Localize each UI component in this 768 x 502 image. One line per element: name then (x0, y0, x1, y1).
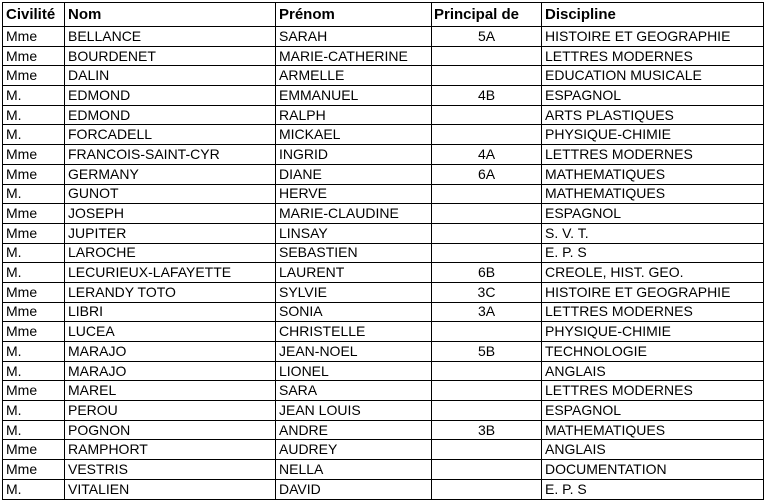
cell-nom: LUCEA (65, 322, 276, 342)
cell-prenom: SARAH (276, 27, 432, 47)
cell-principal-de (432, 223, 542, 243)
cell-principal-de (432, 105, 542, 125)
table-row (3, 361, 764, 381)
cell-civilite: M. (3, 184, 65, 204)
staff-table-container (2, 2, 764, 500)
cell-prenom: ANDRE (276, 420, 432, 440)
cell-civilite: Mme (3, 440, 65, 460)
cell-prenom: LIONEL (276, 361, 432, 381)
cell-nom: BELLANCE (65, 27, 276, 47)
cell-discipline: ESPAGNOL (542, 86, 764, 106)
cell-discipline: DOCUMENTATION (542, 460, 764, 480)
cell-principal-de (432, 46, 542, 66)
cell-discipline: ARTS PLASTIQUES (542, 105, 764, 125)
cell-civilite: M. (3, 243, 65, 263)
cell-discipline: HISTOIRE ET GEOGRAPHIE (542, 282, 764, 302)
cell-civilite: Mme (3, 145, 65, 165)
table-row (3, 243, 764, 263)
cell-nom: LIBRI (65, 302, 276, 322)
cell-nom: LAROCHE (65, 243, 276, 263)
cell-principal-de (432, 440, 542, 460)
cell-discipline: CREOLE, HIST. GEO. (542, 263, 764, 283)
table-row (3, 46, 764, 66)
cell-nom: FRANCOIS-SAINT-CYR (65, 145, 276, 165)
cell-civilite: Mme (3, 27, 65, 47)
cell-discipline: LETTRES MODERNES (542, 302, 764, 322)
cell-principal-de: 3A (432, 302, 542, 322)
cell-nom: EDMOND (65, 105, 276, 125)
table-row (3, 125, 764, 145)
cell-nom: MARAJO (65, 361, 276, 381)
cell-prenom: RALPH (276, 105, 432, 125)
cell-principal-de: 3C (432, 282, 542, 302)
table-row (3, 105, 764, 125)
cell-prenom: CHRISTELLE (276, 322, 432, 342)
cell-civilite: M. (3, 361, 65, 381)
cell-prenom: AUDREY (276, 440, 432, 460)
table-body (3, 27, 764, 500)
cell-nom: JOSEPH (65, 204, 276, 224)
cell-nom: JUPITER (65, 223, 276, 243)
cell-discipline: MATHEMATIQUES (542, 420, 764, 440)
cell-discipline: E. P. S (542, 243, 764, 263)
cell-principal-de (432, 479, 542, 499)
cell-principal-de (432, 184, 542, 204)
cell-discipline: ANGLAIS (542, 440, 764, 460)
cell-discipline: TECHNOLOGIE (542, 342, 764, 362)
header-civilite: Civilité (3, 3, 65, 27)
cell-principal-de (432, 125, 542, 145)
cell-prenom: EMMANUEL (276, 86, 432, 106)
cell-civilite: Mme (3, 204, 65, 224)
table-row (3, 460, 764, 480)
cell-principal-de: 6A (432, 164, 542, 184)
cell-civilite: M. (3, 263, 65, 283)
table-row (3, 27, 764, 47)
table-row (3, 420, 764, 440)
cell-nom: GERMANY (65, 164, 276, 184)
cell-prenom: LAURENT (276, 263, 432, 283)
table-row (3, 440, 764, 460)
header-discipline: Discipline (542, 3, 764, 27)
cell-prenom: MARIE-CLAUDINE (276, 204, 432, 224)
cell-civilite: M. (3, 105, 65, 125)
cell-discipline: PHYSIQUE-CHIMIE (542, 322, 764, 342)
cell-discipline: MATHEMATIQUES (542, 184, 764, 204)
cell-nom: MARAJO (65, 342, 276, 362)
cell-discipline: EDUCATION MUSICALE (542, 66, 764, 86)
cell-discipline: S. V. T. (542, 223, 764, 243)
cell-discipline: E. P. S (542, 479, 764, 499)
cell-prenom: SEBASTIEN (276, 243, 432, 263)
table-row (3, 479, 764, 499)
cell-civilite: Mme (3, 223, 65, 243)
cell-discipline: LETTRES MODERNES (542, 46, 764, 66)
cell-nom: MAREL (65, 381, 276, 401)
cell-prenom: LINSAY (276, 223, 432, 243)
table-header (3, 3, 764, 27)
cell-principal-de: 4B (432, 86, 542, 106)
header-principal-de: Principal de (432, 3, 542, 27)
header-row (3, 3, 764, 27)
cell-nom: BOURDENET (65, 46, 276, 66)
header-nom: Nom (65, 3, 276, 27)
table-row (3, 322, 764, 342)
cell-discipline: ESPAGNOL (542, 204, 764, 224)
cell-prenom: INGRID (276, 145, 432, 165)
cell-civilite: Mme (3, 66, 65, 86)
cell-prenom: DAVID (276, 479, 432, 499)
cell-prenom: HERVE (276, 184, 432, 204)
cell-nom: VESTRIS (65, 460, 276, 480)
table-row (3, 223, 764, 243)
table-row (3, 401, 764, 421)
cell-principal-de (432, 460, 542, 480)
table-row (3, 66, 764, 86)
cell-civilite: Mme (3, 322, 65, 342)
cell-nom: FORCADELL (65, 125, 276, 145)
staff-table (2, 2, 764, 500)
cell-discipline: LETTRES MODERNES (542, 381, 764, 401)
table-row (3, 164, 764, 184)
cell-principal-de (432, 322, 542, 342)
cell-prenom: SARA (276, 381, 432, 401)
cell-civilite: M. (3, 401, 65, 421)
table-row (3, 145, 764, 165)
cell-prenom: ARMELLE (276, 66, 432, 86)
cell-principal-de (432, 381, 542, 401)
cell-civilite: M. (3, 420, 65, 440)
cell-principal-de: 5B (432, 342, 542, 362)
cell-civilite: Mme (3, 381, 65, 401)
cell-discipline: PHYSIQUE-CHIMIE (542, 125, 764, 145)
cell-civilite: M. (3, 125, 65, 145)
cell-nom: GUNOT (65, 184, 276, 204)
cell-civilite: Mme (3, 302, 65, 322)
cell-civilite: M. (3, 479, 65, 499)
table-row (3, 263, 764, 283)
table-row (3, 381, 764, 401)
cell-civilite: M. (3, 86, 65, 106)
cell-discipline: LETTRES MODERNES (542, 145, 764, 165)
table-row (3, 282, 764, 302)
cell-discipline: ANGLAIS (542, 361, 764, 381)
table-row (3, 302, 764, 322)
table-row (3, 342, 764, 362)
cell-principal-de: 4A (432, 145, 542, 165)
cell-prenom: NELLA (276, 460, 432, 480)
cell-prenom: JEAN-NOEL (276, 342, 432, 362)
cell-principal-de: 6B (432, 263, 542, 283)
cell-prenom: MARIE-CATHERINE (276, 46, 432, 66)
cell-prenom: SYLVIE (276, 282, 432, 302)
cell-prenom: MICKAEL (276, 125, 432, 145)
table-row (3, 86, 764, 106)
cell-nom: POGNON (65, 420, 276, 440)
cell-principal-de: 3B (432, 420, 542, 440)
cell-prenom: JEAN LOUIS (276, 401, 432, 421)
cell-civilite: Mme (3, 164, 65, 184)
cell-nom: DALIN (65, 66, 276, 86)
header-prenom: Prénom (276, 3, 432, 27)
cell-prenom: DIANE (276, 164, 432, 184)
table-row (3, 184, 764, 204)
cell-prenom: SONIA (276, 302, 432, 322)
cell-principal-de (432, 243, 542, 263)
cell-nom: VITALIEN (65, 479, 276, 499)
cell-nom: EDMOND (65, 86, 276, 106)
table-row (3, 204, 764, 224)
cell-civilite: Mme (3, 460, 65, 480)
cell-principal-de (432, 361, 542, 381)
cell-civilite: M. (3, 342, 65, 362)
cell-discipline: HISTOIRE ET GEOGRAPHIE (542, 27, 764, 47)
cell-discipline: MATHEMATIQUES (542, 164, 764, 184)
cell-civilite: Mme (3, 46, 65, 66)
cell-principal-de (432, 401, 542, 421)
cell-nom: LECURIEUX-LAFAYETTE (65, 263, 276, 283)
cell-principal-de (432, 66, 542, 86)
cell-discipline: ESPAGNOL (542, 401, 764, 421)
cell-civilite: Mme (3, 282, 65, 302)
cell-principal-de (432, 204, 542, 224)
cell-principal-de: 5A (432, 27, 542, 47)
cell-nom: LERANDY TOTO (65, 282, 276, 302)
cell-nom: RAMPHORT (65, 440, 276, 460)
cell-nom: PEROU (65, 401, 276, 421)
